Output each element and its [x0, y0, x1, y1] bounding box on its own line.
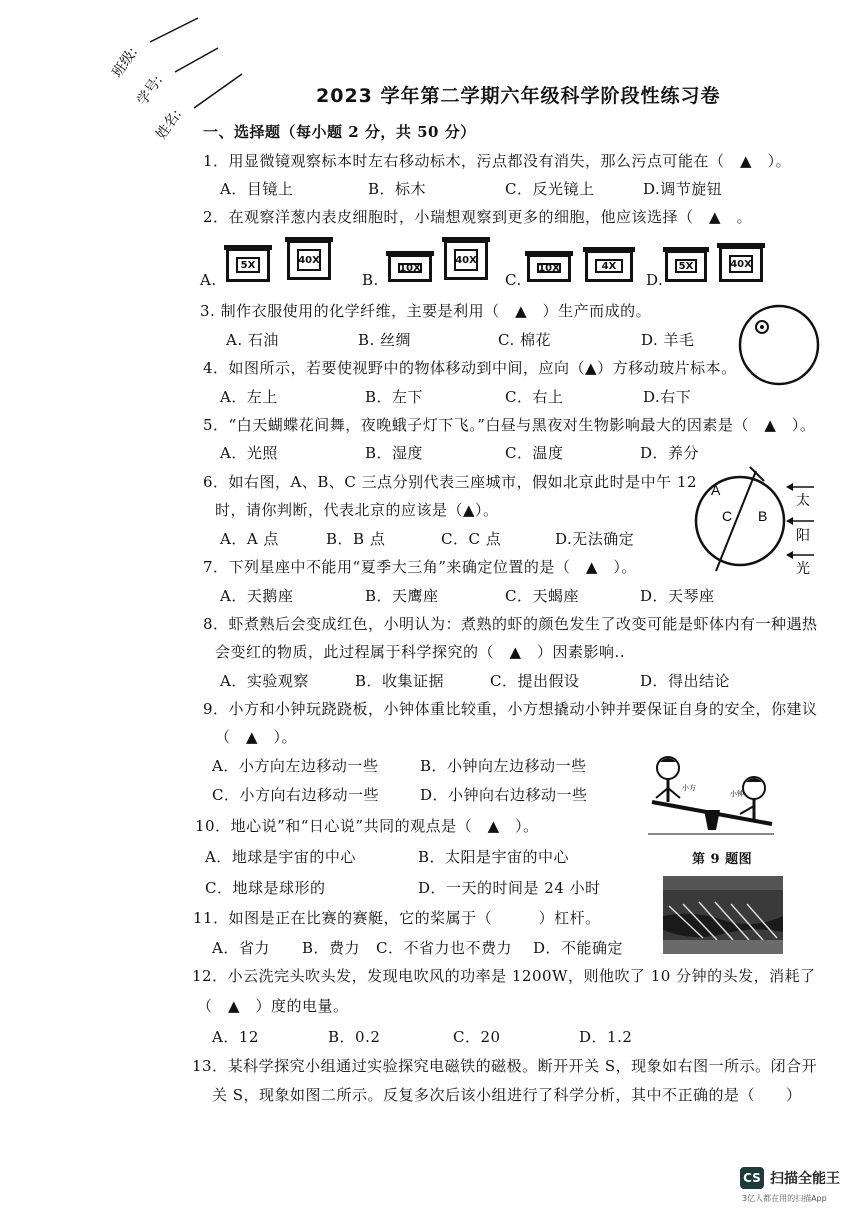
- camscanner-logo-icon: CS: [740, 1167, 764, 1189]
- q8-stem-line2: 会变红的物质，此过程属于科学探究的（ ▲ ）因素影响..: [215, 643, 626, 661]
- q4-option-c: C．右上: [505, 388, 564, 406]
- q2-option-d: D.: [646, 271, 664, 289]
- q1-option-c: C．反光镜上: [505, 180, 595, 198]
- q6-label-a: A: [711, 482, 721, 498]
- name-label: 姓名:: [153, 106, 186, 143]
- q5-option-a: A．光照: [220, 444, 278, 462]
- q12-stem-line1: 12．小云洗完头吹头发，发现电吹风的功率是 1200W，则他吹了 10 分钟的头发，消耗了: [192, 967, 816, 985]
- q2-lens-c1: 10X: [527, 254, 571, 282]
- q6-label-c: C: [722, 508, 733, 524]
- q7-option-a: A．天鹅座: [220, 587, 294, 605]
- scanner-app-name: 扫描全能王: [770, 1171, 840, 1187]
- q11-option-d: D．不能确定: [533, 939, 624, 957]
- q10-option-a: A．地球是宇宙的中心: [205, 848, 356, 866]
- q12-option-a: A．12: [212, 1028, 259, 1046]
- q2-lens-c2: 4X: [585, 250, 633, 282]
- q1-option-d: D.调节旋钮: [643, 180, 723, 198]
- q6-stem-line1: 6．如右图，A、B、C 三点分别代表三座城市，假如北京此时是中午 12: [203, 473, 698, 491]
- header-blank-lines: [120, 10, 260, 130]
- q13-stem-line2: 关 S，现象如图二所示。反复多次后该小组进行了科学分析，其中不正确的是（ ）: [212, 1086, 802, 1104]
- q3-option-c: C. 棉花: [498, 331, 551, 349]
- q6-option-c: C．C 点: [441, 530, 502, 548]
- q1-option-a: A．目镜上: [220, 180, 294, 198]
- q4-field-of-view-figure: [736, 303, 822, 387]
- q6-label-sun3: 光: [796, 561, 810, 575]
- q2-lens-d1: 5X: [665, 250, 707, 282]
- q2-lens-b1: 10X: [388, 254, 432, 282]
- q9-figure-right-label: 小钟: [730, 790, 744, 798]
- q9-figure-left-label: 小方: [682, 784, 696, 792]
- q9-figure-caption: 第 9 题图: [692, 852, 753, 867]
- q7-option-b: B．天鹰座: [365, 587, 439, 605]
- scanner-watermark: [740, 1167, 840, 1189]
- q10-option-d: D．一天的时间是 24 小时: [418, 879, 601, 897]
- q2-option-a: A.: [200, 271, 217, 289]
- q3-option-a: A. 石油: [226, 331, 279, 349]
- q2-lens-a1: 5X: [226, 248, 270, 282]
- q3-stem: 3. 制作衣服使用的化学纤维，主要是利用（ ▲ ）生产而成的。: [200, 302, 652, 320]
- q6-label-sun1: 太: [796, 493, 810, 509]
- q4-stem: 4．如图所示，若要使视野中的物体移动到中间，应向（▲）方移动玻片标本。: [203, 359, 737, 377]
- class-label: 班级:: [109, 44, 142, 81]
- q2-lens-b2: 40X: [444, 240, 488, 280]
- q9-option-c: C．小方向右边移动一些: [212, 786, 379, 804]
- q5-stem: 5．“白天蝴蝶花间舞，夜晚蛾子灯下飞。”白昼与黑夜对生物影响最大的因素是（ ▲ ）。: [203, 416, 816, 434]
- section-heading: 一、选择题（每小题 2 分，共 50 分）: [203, 123, 476, 141]
- q6-option-a: A．A 点: [220, 530, 279, 548]
- q1-option-b: B．标木: [368, 180, 427, 198]
- q11-option-b: B．费力: [302, 939, 361, 957]
- q9-stem-line2: （ ▲ ）。: [215, 728, 298, 746]
- q5-option-d: D．养分: [640, 444, 700, 462]
- q6-option-d: D.无法确定: [555, 530, 635, 548]
- student-id-label: 学号:: [134, 72, 167, 109]
- q9-option-d: D．小钟向右边移动一些: [420, 786, 588, 804]
- q8-option-a: A．实验观察: [220, 672, 309, 690]
- q9-stem-line1: 9．小方和小钟玩跷跷板，小钟体重比较重，小方想撬动小钟并要保证自身的安全，你建议: [203, 700, 818, 718]
- q2-option-c: C.: [505, 271, 522, 289]
- q8-option-b: B．收集证据: [355, 672, 445, 690]
- q6-option-b: B．B 点: [326, 530, 386, 548]
- q11-option-c: C．不省力也不费力: [376, 939, 512, 957]
- q4-option-a: A．左上: [220, 388, 278, 406]
- q11-stem: 11．如图是正在比赛的赛艇，它的桨属于（ ）杠杆。: [193, 909, 601, 927]
- q6-stem-line2: 时，请你判断，代表北京的应该是（▲）。: [215, 501, 499, 519]
- q7-stem: 7．下列星座中不能用“夏季大三角”来确定位置的是（ ▲ ）。: [203, 558, 637, 576]
- q2-option-b: B.: [362, 271, 379, 289]
- q4-option-d: D.右下: [643, 388, 692, 406]
- q3-option-b: B. 丝绸: [358, 331, 412, 349]
- q2-lens-d2: 40X: [719, 246, 763, 282]
- q11-option-a: A．省力: [212, 939, 270, 957]
- exam-title: 2023 学年第二学期六年级科学阶段性练习卷: [316, 85, 721, 107]
- q8-option-d: D．得出结论: [640, 672, 731, 690]
- q6-label-b: B: [758, 508, 768, 524]
- q9-option-b: B．小钟向左边移动一些: [420, 757, 587, 775]
- q10-option-c: C．地球是球形的: [205, 879, 326, 897]
- q2-stem: 2．在观察洋葱内表皮细胞时，小瑞想观察到更多的细胞，他应该选择（ ▲ 。: [203, 208, 753, 226]
- q7-option-c: C．天蝎座: [505, 587, 579, 605]
- q12-stem-line2: （ ▲ ）度的电量。: [197, 997, 349, 1015]
- q9-option-a: A．小方向左边移动一些: [212, 757, 379, 775]
- q5-option-c: C．温度: [505, 444, 564, 462]
- q12-option-b: B．0.2: [328, 1028, 381, 1046]
- q12-option-c: C．20: [453, 1028, 501, 1046]
- q8-option-c: C．提出假设: [490, 672, 580, 690]
- q5-option-b: B．湿度: [365, 444, 424, 462]
- q10-stem: 10．地心说”和“日心说”共同的观点是（ ▲ ）。: [195, 817, 539, 835]
- q13-stem-line1: 13．某科学探究小组通过实验探究电磁铁的磁极。断开开关 S，现象如右图一所示。闭合开: [192, 1057, 818, 1075]
- q6-label-sun2: 阳: [796, 528, 810, 544]
- q11-rowing-photo: [663, 876, 783, 954]
- q3-option-d: D. 羊毛: [641, 331, 695, 349]
- q9-seesaw-figure: [644, 752, 778, 838]
- q10-option-b: B．太阳是宇宙的中心: [418, 848, 570, 866]
- scanner-slogan: 3亿人都在用的扫描App: [742, 1194, 827, 1203]
- q6-earth-sunlight-figure: [694, 465, 820, 575]
- q1-stem: 1．用显微镜观察标本时左右移动标木，污点都没有消失，那么污点可能在（ ▲ ）。: [203, 152, 792, 170]
- q12-option-d: D．1.2: [579, 1028, 633, 1046]
- q7-option-d: D．天琴座: [640, 587, 715, 605]
- q4-option-b: B．左下: [365, 388, 424, 406]
- q8-stem-line1: 8．虾煮熟后会变成红色，小明认为：煮熟的虾的颜色发生了改变可能是虾体内有一种遇热: [203, 615, 818, 633]
- q2-lens-a2: 40X: [287, 240, 331, 280]
